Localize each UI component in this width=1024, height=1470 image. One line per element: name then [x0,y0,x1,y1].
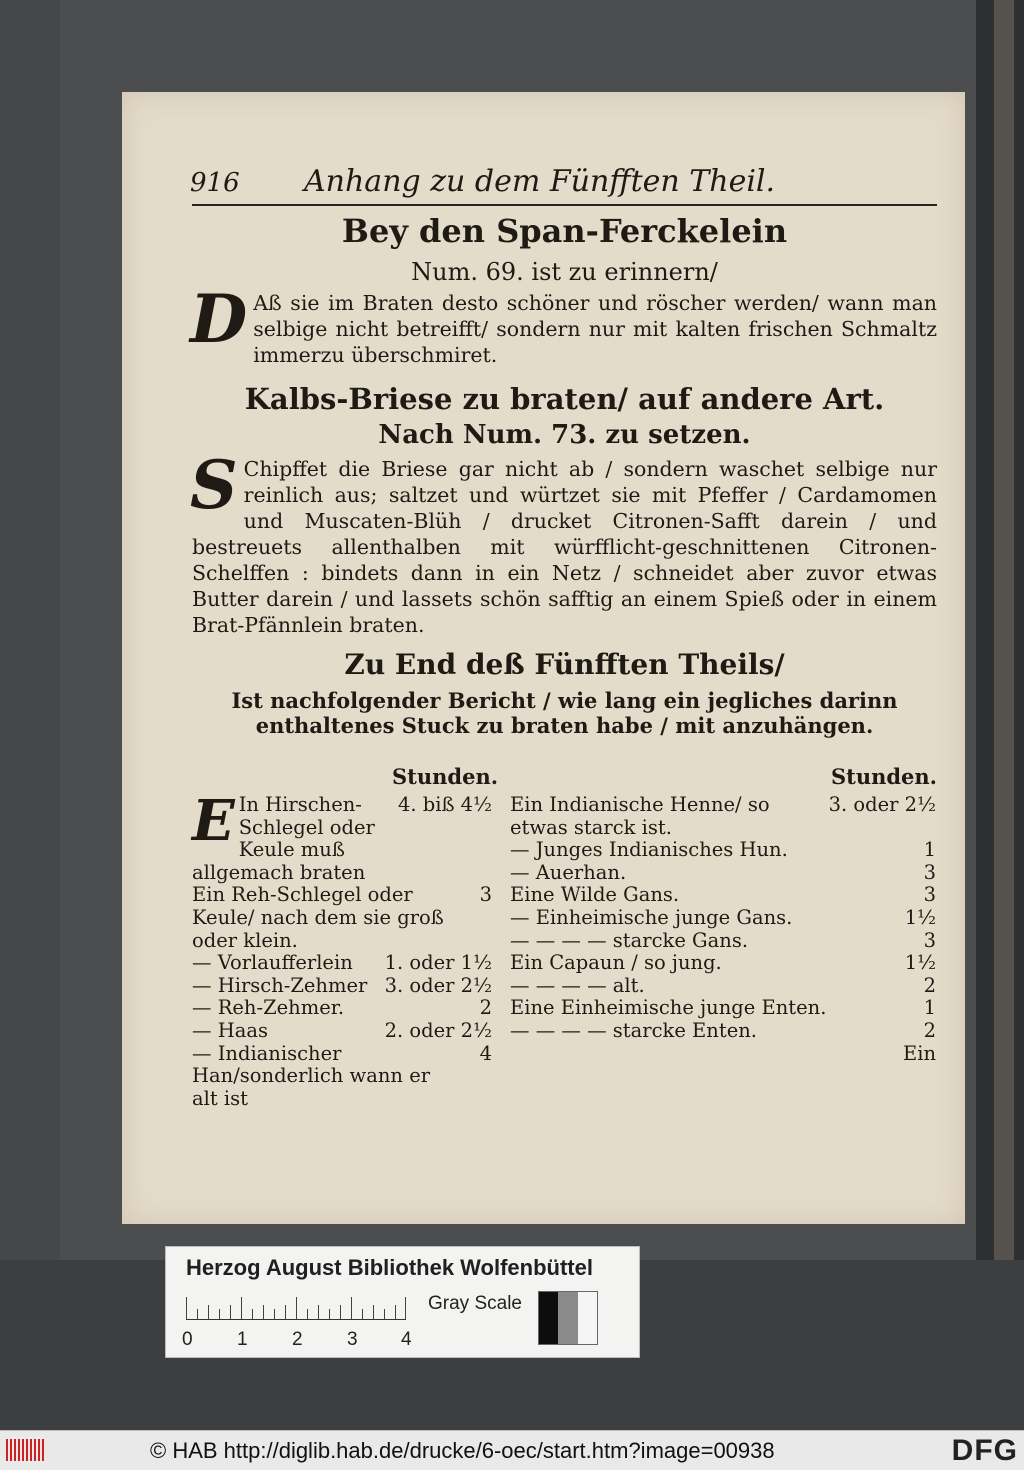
ruler-tick [263,1305,264,1319]
ruler-tick [186,1297,187,1319]
adjacent-page-edge [994,0,1014,1430]
section1-paragraph [190,280,937,368]
row-text: — Vorlaufferlein [192,951,353,975]
ruler-tick [362,1309,363,1319]
row-text: — — — — starcke Gans. [510,928,749,952]
row-text: Ein Indianische Henne/ so etwas starck ist. [510,793,770,839]
ruler-tick [241,1297,242,1319]
running-head [192,160,937,206]
section2-paragraph [190,446,937,638]
row-text: — Junges Indianisches Hun. [510,838,788,862]
ruler-tick [219,1309,220,1319]
ruler-tick [318,1305,319,1319]
row-hours: 2 [923,1018,936,1042]
ruler [186,1297,406,1320]
catchword-text: Ein [902,1041,936,1065]
row-hours: 3 [923,928,936,952]
ruler-number: 3 [347,1329,358,1350]
ruler-tick [230,1305,231,1319]
table-row [192,975,492,998]
table-row [510,952,936,975]
ruler-tick [384,1309,385,1319]
ruler-tick [208,1305,209,1319]
gray-swatch-mid [558,1292,577,1344]
section1-dropcap: D [190,280,248,358]
ruler-tick [395,1305,396,1319]
row-hours: 2. oder 2½ [384,1018,492,1042]
table-initial: E [192,788,235,854]
ruler-tick [351,1297,352,1319]
ruler-number: 0 [182,1329,193,1350]
row-hours: 3 [479,883,492,907]
hours-label-right: Stunden. [830,764,937,789]
ruler-tick [274,1309,275,1319]
table-row [510,884,936,907]
table-row [510,862,936,885]
row-hours: 2 [923,973,936,997]
footer-bar [0,1430,1024,1470]
section2-dropcap: S [190,446,238,524]
calibration-card [165,1246,640,1358]
table-row [510,975,936,998]
hours-label-left: Stunden. [392,764,499,789]
section3-subtitle: Ist nachfolgender Bericht / wie lang ein jegliches darinn enthaltenes Stuck zu braten habe / mit anzuhängen. [231,688,898,738]
scan-background-left [0,0,60,1430]
row-hours: 4 [479,1041,492,1065]
gray-scale-label: Gray Scale [428,1293,522,1314]
row-hours: 1½ [904,951,936,975]
ruler-tick [340,1305,341,1319]
ruler-tick [307,1309,308,1319]
ruler-tick [252,1309,253,1319]
table-row [510,794,936,839]
section1-text: Aß sie im Braten desto schöner und röscher werden/ wann man selbige nicht betreifft/ sondern nur mit kalten frischen Schmaltz immerzu überschmiret. [253,291,937,367]
section2-text: Chipffet die Briese gar nicht ab / sondern waschet selbige nur reinlich aus; saltzet und würtzet sie mit Pfeffer / Cardamomen und Muscaten-Blüh / drucket Citronen-Safft darein / und bestreuets allenthalben mit würfflicht-geschnittenen Citronen-Schelffen : bindets dann in ein Netz / schneidet aber zuvor etwas Butter darein / und lassets schön safftig an einem Spieß oder in einem Brat-Pfännlein braten. [192,457,937,637]
row-hours: 3 [923,883,936,907]
ruler-number: 2 [292,1329,303,1350]
section1-title: Bey den Span-Ferckelein [341,212,788,250]
row-text: In Hirschen-Schlegel oder Keule muß allgemach braten [192,793,375,884]
section2-title: Kalbs-Briese zu braten/ auf andere Art. [244,382,885,416]
table-row [510,907,936,930]
section3-title: Zu End deß Fünfften Theils/ [344,648,785,681]
row-hours: 1 [923,838,936,862]
row-text: — Indianischer Han/sonderlich wann er alt ist [192,1041,431,1110]
row-text: Eine Wilde Gans. [510,883,680,907]
table-row [510,1020,936,1043]
table-row [510,930,936,953]
ruler-tick [285,1305,286,1319]
gray-swatch-white [578,1292,597,1344]
row-text: — — — — alt. [510,973,645,997]
ruler-tick [405,1297,406,1319]
table-row [192,1020,492,1043]
row-text: Eine Einheimische junge Enten. [510,996,827,1020]
barcode-icon [6,1439,46,1461]
table-row [510,839,936,862]
row-hours: 3. oder 2½ [384,973,492,997]
page-number: 916 [190,168,240,198]
ruler-tick [329,1309,330,1319]
table-row [192,997,492,1020]
table-row [192,884,492,952]
ruler-number: 1 [237,1329,248,1350]
table-right-column [510,794,936,1065]
ruler-tick [296,1297,297,1319]
table-left-column [192,788,492,1110]
row-hours: 1 [923,996,936,1020]
dfg-logo: DFG [951,1434,1018,1467]
calibration-title: Herzog August Bibliothek Wolfenbüttel [186,1255,593,1280]
row-text: — — — — starcke Enten. [510,1018,757,1042]
row-text: Ein Capaun / so jung. [510,951,722,975]
row-text: — Einheimische junge Gans. [510,905,793,929]
table-row [192,952,492,975]
table-row [192,1043,492,1111]
table-row [510,997,936,1020]
footer-credit[interactable]: © HAB http://diglib.hab.de/drucke/6-oec/start.htm?image=00938 [150,1438,775,1463]
running-title: Anhang zu dem Fünfften Theil. [304,164,776,199]
ruler-number: 4 [401,1329,412,1350]
section2-subtitle: Nach Num. 73. zu setzen. [378,420,751,450]
table-header [192,764,937,794]
row-hours: 3 [923,860,936,884]
section1-subtitle: Num. 69. ist zu erinnern/ [411,258,718,286]
row-hours: 1. oder 1½ [384,951,492,975]
ruler-tick [197,1309,198,1319]
row-hours: 3. oder 2½ [828,793,936,816]
row-text: — Reh-Zehmer. [192,996,345,1020]
gray-scale-swatch [538,1291,598,1345]
row-text: — Hirsch-Zehmer [192,973,368,997]
ruler-tick [373,1305,374,1319]
row-text: — Haas [192,1018,268,1042]
row-hours: 4. biß 4½ [397,793,492,816]
row-text: Ein Reh-Schlegel oder Keule/ nach dem sie groß oder klein. [192,883,444,952]
gray-swatch-black [539,1292,558,1344]
row-hours: 1½ [904,905,936,929]
catchword [510,1043,936,1066]
table-row [192,788,492,884]
row-hours: 2 [479,996,492,1020]
row-text: — Auerhan. [510,860,627,884]
